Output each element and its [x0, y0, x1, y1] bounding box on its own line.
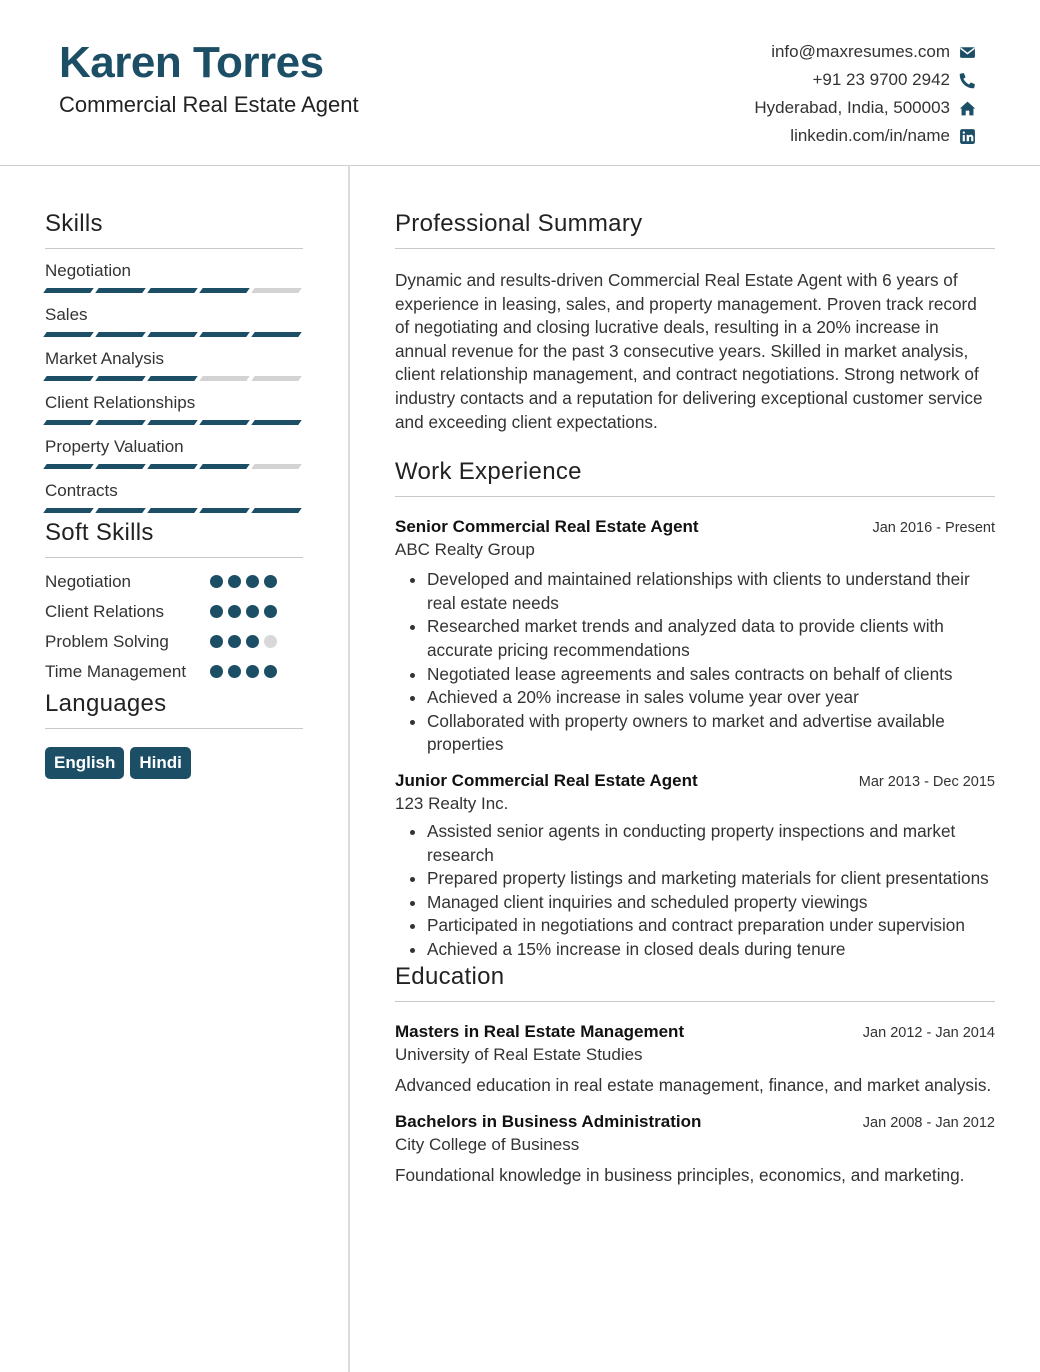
- skill-level-bar: [45, 332, 303, 337]
- skill-level-bar: [45, 420, 303, 425]
- job-company: 123 Realty Inc.: [395, 793, 509, 813]
- contact-address: [754, 94, 976, 122]
- education-dates: Jan 2012 - Jan 2014: [862, 1025, 995, 1042]
- skill-level-segment: [43, 420, 94, 425]
- rating-dot: [246, 665, 259, 678]
- job-bullet: • Achieved a 20% increase in sales volume year over year: [427, 686, 995, 710]
- contact-list: [754, 38, 976, 150]
- job-entry: [395, 771, 995, 962]
- job-bullet: • Participated in negotiations and contract preparation under supervision: [427, 914, 995, 938]
- soft-skill-name: Time Management: [45, 662, 187, 681]
- job-title: Junior Commercial Real Estate Agent: [395, 770, 698, 790]
- education-header: [395, 1022, 995, 1042]
- skill-level-segment: [147, 420, 198, 425]
- candidate-role: Commercial Real Estate Agent: [59, 92, 359, 117]
- skill-level-segment: [43, 288, 94, 293]
- education-dates: Jan 2008 - Jan 2012: [862, 1115, 995, 1132]
- job-bullet: • Collaborated with property owners to market and advertise available properties: [427, 710, 995, 757]
- soft-skill-row: [45, 570, 303, 596]
- skill-level-segment: [251, 420, 302, 425]
- soft-skill-row: [45, 600, 303, 626]
- rating-dot: [228, 605, 241, 618]
- soft-skill-row: [45, 630, 303, 656]
- skills-list: [45, 261, 303, 513]
- skill-level-segment: [251, 508, 302, 513]
- rating-dot: [264, 665, 277, 678]
- linkedin-icon: [958, 127, 976, 145]
- education-heading: Education: [395, 963, 995, 1002]
- experience-heading: Work Experience: [395, 458, 995, 497]
- rating-dot: [228, 635, 241, 648]
- school-name: City College of Business: [395, 1135, 580, 1155]
- degree-title: Masters in Real Estate Management: [395, 1022, 685, 1042]
- job-bullet: • Prepared property listings and marketing materials for client presentations: [427, 867, 995, 891]
- soft-skill-rating: [210, 660, 277, 678]
- rating-dot: [210, 575, 223, 588]
- rating-dot: [228, 575, 241, 588]
- soft-skill-name: Negotiation: [45, 572, 132, 591]
- rating-dot: [210, 605, 223, 618]
- language-badge: English: [45, 747, 124, 779]
- skill-level-segment: [199, 288, 250, 293]
- education-description: Advanced education in real estate management, finance, and market analysis.: [395, 1075, 992, 1096]
- rating-dot: [228, 665, 241, 678]
- education-entry: [395, 1022, 995, 1098]
- job-bullets: [395, 568, 995, 757]
- languages-heading: Languages: [45, 690, 303, 729]
- skill-level-segment: [147, 508, 198, 513]
- skill-level-bar: [45, 288, 303, 293]
- home-icon: [958, 99, 976, 117]
- education-description: Foundational knowledge in business principles, economics, and marketing.: [395, 1165, 965, 1186]
- job-company: ABC Realty Group: [395, 540, 535, 560]
- soft-skills-list: [45, 570, 303, 686]
- rating-dot: [264, 575, 277, 588]
- summary-text: Dynamic and results-driven Commercial Real Estate Agent with 6 years of experience in leasing, sales, and property management. Proven track record of negotiating and closing lucrative deals, resulting in a 20% increase in annual revenue for the past 3 consecutive years. Skilled in market analysis, client relationship management, and contract negotiations. Strong network of industry contacts and a reputation for delivering exceptional customer service and exceeding client expectations.: [395, 270, 983, 432]
- skill-level-segment: [43, 332, 94, 337]
- contact-email-text: info@maxresumes.com: [771, 42, 950, 61]
- skill-level-segment: [199, 464, 250, 469]
- job-dates: Mar 2013 - Dec 2015: [858, 773, 995, 790]
- skill-level-segment: [95, 508, 146, 513]
- skill-level-segment: [199, 508, 250, 513]
- education-entry: [395, 1112, 995, 1188]
- skill-level-segment: [43, 376, 94, 381]
- left-column: [45, 210, 303, 779]
- resume-header: [0, 0, 1040, 166]
- contact-linkedin[interactable]: [754, 122, 976, 150]
- soft-skill-row: [45, 660, 303, 686]
- job-header: [395, 517, 995, 537]
- job-bullet: • Achieved a 15% increase in closed deals during tenure: [427, 938, 995, 962]
- job-header: [395, 771, 995, 791]
- skill-level-segment: [43, 464, 94, 469]
- soft-skill-name: Client Relations: [45, 602, 165, 621]
- soft-skill-name: Problem Solving: [45, 632, 169, 651]
- skill-level-segment: [95, 376, 146, 381]
- skills-heading: Skills: [45, 210, 303, 249]
- job-bullet: • Assisted senior agents in conducting property inspections and market research: [427, 820, 995, 867]
- skill-level-segment: [199, 420, 250, 425]
- job-entry: [395, 517, 995, 757]
- contact-email[interactable]: [754, 38, 976, 66]
- skill-level-segment: [251, 288, 302, 293]
- skill-level-segment: [95, 420, 146, 425]
- language-badge: Hindi: [130, 747, 191, 779]
- skill-level-bar: [45, 464, 303, 469]
- languages-list: [45, 747, 303, 779]
- rating-dot: [264, 605, 277, 618]
- envelope-icon: [958, 43, 976, 61]
- skill-level-segment: [251, 464, 302, 469]
- skill-level-segment: [147, 288, 198, 293]
- phone-icon: [958, 71, 976, 89]
- school-name: University of Real Estate Studies: [395, 1045, 643, 1065]
- skill-level-segment: [95, 464, 146, 469]
- rating-dot: [210, 635, 223, 648]
- soft-skill-rating: [210, 630, 277, 648]
- skill-level-segment: [43, 508, 94, 513]
- rating-dot: [246, 575, 259, 588]
- summary-heading: Professional Summary: [395, 210, 995, 249]
- skill-name: Property Valuation: [45, 437, 184, 456]
- education-header: [395, 1112, 995, 1132]
- skill-name: Negotiation: [45, 261, 132, 280]
- soft-skill-rating: [210, 600, 277, 618]
- skill-level-segment: [147, 464, 198, 469]
- job-bullet: • Managed client inquiries and scheduled property viewings: [427, 891, 995, 915]
- contact-address-text: Hyderabad, India, 500003: [754, 98, 950, 117]
- skill-level-bar: [45, 508, 303, 513]
- rating-dot: [210, 665, 223, 678]
- rating-dot: [246, 635, 259, 648]
- skill-level-segment: [95, 288, 146, 293]
- rating-dot: [246, 605, 259, 618]
- contact-phone[interactable]: [754, 66, 976, 94]
- education-list: [395, 1022, 995, 1187]
- skill-name: Sales: [45, 305, 88, 324]
- skill-level-segment: [199, 376, 250, 381]
- skill-name: Market Analysis: [45, 349, 165, 368]
- job-bullet: • Developed and maintained relationships with clients to understand their real estate needs: [427, 568, 995, 615]
- rating-dot: [264, 635, 277, 648]
- candidate-name: Karen Torres: [59, 38, 324, 87]
- contact-linkedin-text: linkedin.com/in/name: [790, 126, 950, 145]
- job-bullets: [395, 820, 995, 962]
- skill-level-segment: [147, 332, 198, 337]
- job-bullet: • Negotiated lease agreements and sales contracts on behalf of clients: [427, 663, 995, 687]
- degree-title: Bachelors in Business Administration: [395, 1112, 702, 1132]
- skill-level-segment: [251, 332, 302, 337]
- job-bullet: • Researched market trends and analyzed data to provide clients with accurate pricing recommendations: [427, 615, 995, 662]
- skill-level-segment: [199, 332, 250, 337]
- column-divider: [348, 166, 350, 1372]
- soft-skills-heading: Soft Skills: [45, 519, 303, 558]
- skill-level-segment: [95, 332, 146, 337]
- soft-skill-rating: [210, 570, 277, 588]
- skill-level-segment: [147, 376, 198, 381]
- experience-list: [395, 517, 995, 961]
- contact-phone-text: +91 23 9700 2942: [812, 70, 950, 89]
- skill-level-segment: [251, 376, 302, 381]
- skill-level-bar: [45, 376, 303, 381]
- skill-name: Contracts: [45, 481, 118, 500]
- skill-name: Client Relationships: [45, 393, 196, 412]
- right-column: [395, 210, 995, 1188]
- job-title: Senior Commercial Real Estate Agent: [395, 517, 699, 537]
- job-dates: Jan 2016 - Present: [872, 520, 995, 537]
